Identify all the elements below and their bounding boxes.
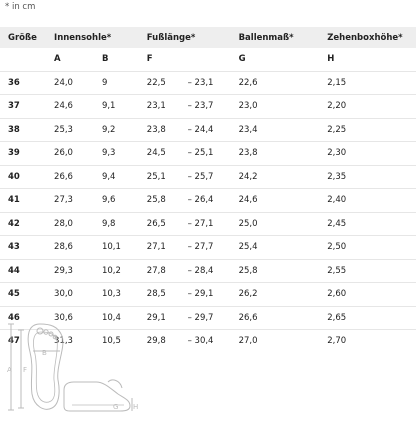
cell-g: 25,0: [239, 212, 328, 236]
label-h: H: [133, 403, 139, 411]
cell-f-to: – 29,7: [188, 306, 239, 330]
cell-a: 25,3: [54, 118, 102, 142]
sub-header-f: F: [146, 54, 153, 65]
cell-f-to: – 25,1: [188, 142, 239, 166]
cell-g: 26,6: [239, 306, 328, 330]
label-b: B: [42, 349, 47, 357]
cell-h: 2,15: [327, 71, 416, 95]
cell-f-to: – 29,1: [188, 283, 239, 307]
cell-size: 44: [0, 259, 54, 283]
sub-header-b: B: [101, 54, 109, 65]
cell-b: 9,2: [102, 118, 147, 142]
cell-a: 26,0: [54, 142, 102, 166]
cell-g: 25,4: [239, 236, 328, 260]
cell-b: 10,2: [102, 259, 147, 283]
cell-h: 2,20: [327, 95, 416, 119]
cell-g: 22,6: [239, 71, 328, 95]
cell-b: 10,4: [102, 306, 147, 330]
table-row: [0, 118, 416, 142]
cell-size: 38: [0, 118, 54, 142]
cell-size: 42: [0, 212, 54, 236]
cell-f-to: – 25,7: [188, 165, 239, 189]
cell-h: 2,60: [327, 283, 416, 307]
shoe-side-view-icon: [64, 382, 130, 411]
cell-g: 23,8: [239, 142, 328, 166]
cell-g: 24,2: [239, 165, 328, 189]
table-row: [0, 142, 416, 166]
cell-a: 24,0: [54, 71, 102, 95]
cell-b: 9,1: [102, 95, 147, 119]
cell-a: 30,6: [54, 306, 102, 330]
cell-b: 9,6: [102, 189, 147, 213]
shoe-measurement-diagram: [0, 318, 160, 428]
table-row: [0, 165, 416, 189]
cell-h: 2,65: [327, 306, 416, 330]
cell-b: 9: [102, 71, 147, 95]
cell-size: 43: [0, 236, 54, 260]
cell-f-to: – 27,7: [188, 236, 239, 260]
cell-size: 46: [0, 306, 54, 330]
cell-f-from: 26,5: [147, 212, 188, 236]
cell-size: 39: [0, 142, 54, 166]
cell-f-to: – 27,1: [188, 212, 239, 236]
cell-f-from: 28,5: [147, 283, 188, 307]
header-size: Größe: [0, 27, 54, 48]
cell-f-from: 22,5: [147, 71, 188, 95]
cell-b: 9,3: [102, 142, 147, 166]
cell-h: 2,55: [327, 259, 416, 283]
cell-f-to: – 23,7: [188, 95, 239, 119]
cell-a: 28,0: [54, 212, 102, 236]
unit-note: * in cm: [5, 2, 36, 12]
cell-h: 2,25: [327, 118, 416, 142]
cell-a: 24,6: [54, 95, 102, 119]
cell-h: 2,30: [327, 142, 416, 166]
cell-b: 10,1: [102, 236, 147, 260]
cell-g: 27,0: [239, 330, 328, 353]
header-toebox: Zehenboxhöhe*: [327, 27, 416, 48]
cell-h: 2,70: [327, 330, 416, 353]
cell-g: 23,4: [239, 118, 328, 142]
table-row: [0, 71, 416, 95]
toe-icon: [37, 328, 43, 334]
cell-a: 27,3: [54, 189, 102, 213]
cell-f-from: 23,8: [147, 118, 188, 142]
label-f: F: [23, 366, 28, 374]
cell-size: 36: [0, 71, 54, 95]
cell-size: 47: [0, 330, 54, 353]
cell-size: 37: [0, 95, 54, 119]
cell-a: 31,3: [54, 330, 102, 353]
cell-f-from: 29,1: [147, 306, 188, 330]
cell-f-to: – 26,4: [188, 189, 239, 213]
table-row: [0, 95, 416, 119]
cell-a: 28,6: [54, 236, 102, 260]
label-a: A: [7, 366, 12, 374]
cell-b: 10,5: [102, 330, 147, 353]
cell-g: 25,8: [239, 259, 328, 283]
insole-outline-icon: [28, 324, 63, 409]
sub-header-a: A: [54, 54, 61, 65]
cell-a: 26,6: [54, 165, 102, 189]
cell-f-from: 29,8: [147, 330, 188, 353]
cell-h: 2,50: [327, 236, 416, 260]
header-insole: Innensohle*: [54, 27, 147, 48]
cell-b: 9,8: [102, 212, 147, 236]
cell-b: 9,4: [102, 165, 147, 189]
cell-g: 24,6: [239, 189, 328, 213]
cell-size: 41: [0, 189, 54, 213]
header-foot-length: Fußlänge*: [147, 27, 239, 48]
cell-a: 30,0: [54, 283, 102, 307]
cell-a: 29,3: [54, 259, 102, 283]
cell-f-from: 24,5: [147, 142, 188, 166]
cell-g: 26,2: [239, 283, 328, 307]
cell-f-from: 27,1: [147, 236, 188, 260]
label-g: G: [113, 403, 119, 411]
cell-f-to: – 24,4: [188, 118, 239, 142]
cell-h: 2,40: [327, 189, 416, 213]
header-ball: Ballenmaß*: [239, 27, 328, 48]
table-header-row: [0, 27, 416, 48]
sub-header-row: [0, 48, 416, 71]
table-row: [0, 212, 416, 236]
cell-h: 2,35: [327, 165, 416, 189]
table-row: [0, 283, 416, 307]
cell-size: 40: [0, 165, 54, 189]
cell-f-from: 25,1: [147, 165, 188, 189]
table-row: [0, 259, 416, 283]
cell-f-from: 25,8: [147, 189, 188, 213]
sub-header-h: H: [327, 54, 335, 65]
sub-header-g: G: [238, 54, 246, 65]
cell-h: 2,45: [327, 212, 416, 236]
cell-f-to: – 30,4: [188, 330, 239, 353]
cell-size: 45: [0, 283, 54, 307]
cell-f-to: – 28,4: [188, 259, 239, 283]
cell-f-from: 23,1: [147, 95, 188, 119]
foot-outline-icon: [33, 332, 57, 402]
table-row: [0, 189, 416, 213]
cell-f-from: 27,8: [147, 259, 188, 283]
table-row: [0, 236, 416, 260]
cell-b: 10,3: [102, 283, 147, 307]
size-chart-table: [0, 27, 416, 353]
cell-f-to: – 23,1: [188, 71, 239, 95]
cell-g: 23,0: [239, 95, 328, 119]
